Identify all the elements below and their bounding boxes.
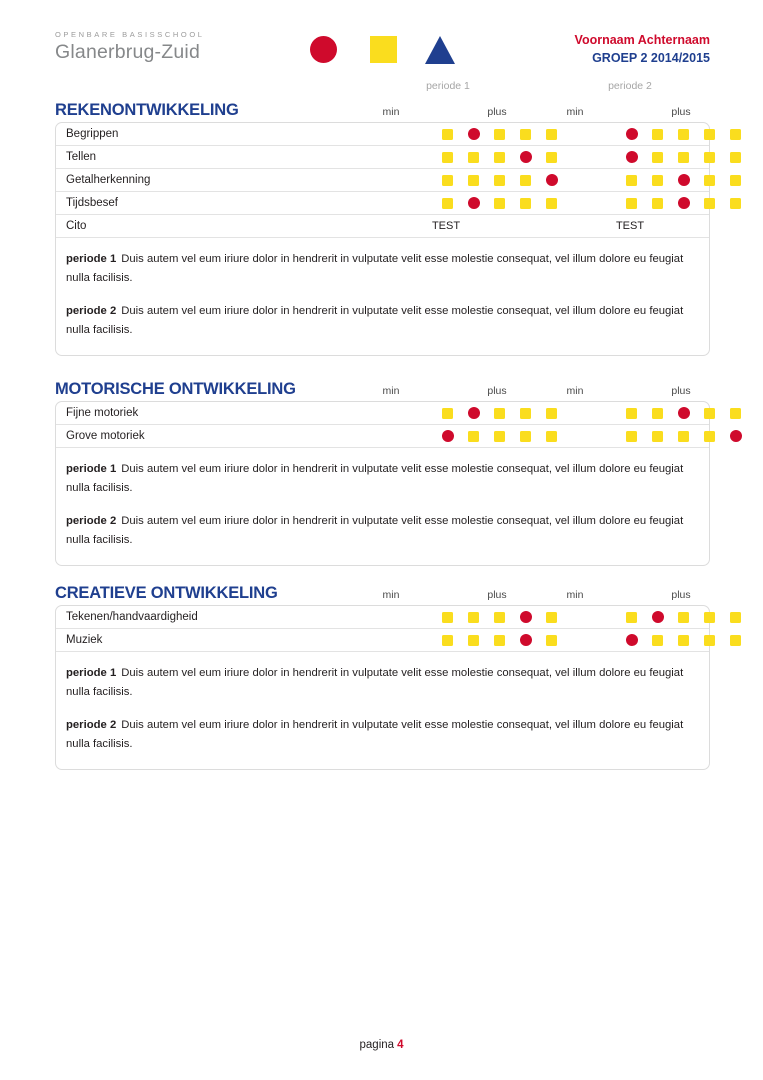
score-marker[interactable] [704, 612, 715, 623]
scale-min-period2: min [566, 385, 584, 397]
legend [305, 32, 475, 68]
score-marker[interactable] [730, 152, 741, 163]
table-row[interactable] [56, 425, 709, 448]
score-marker[interactable] [678, 129, 689, 140]
score-marker-selected[interactable] [678, 197, 690, 209]
school-logo-kicker: OPENBARE BASISSCHOOL [55, 30, 205, 39]
score-marker[interactable] [652, 129, 663, 140]
score-marker-selected[interactable] [678, 407, 690, 419]
scale-min-period1: min [382, 589, 400, 601]
score-marker[interactable] [494, 198, 505, 209]
note-text: Duis autem vel eum iriure dolor in hendrerit in vulputate velit esse molestie consequat, vel illum dolore eu feugiat nulla facilisis. [66, 514, 684, 547]
student-group-year: GROEP 2 2014/2015 [592, 50, 710, 65]
score-marker-selected[interactable] [468, 407, 480, 419]
scale-plus-period2: plus [671, 589, 691, 601]
score-marker-selected[interactable] [626, 128, 638, 140]
score-marker[interactable] [546, 635, 557, 646]
score-marker[interactable] [468, 175, 479, 186]
school-logo [55, 30, 315, 64]
score-marker-selected[interactable] [520, 151, 532, 163]
scale-plus-period1: plus [487, 589, 507, 601]
score-marker-selected[interactable] [652, 611, 664, 623]
page-footer [0, 1039, 763, 1051]
row-label: Getalherkenning [66, 174, 151, 186]
score-marker[interactable] [494, 635, 505, 646]
score-marker[interactable] [442, 612, 453, 623]
score-marker[interactable] [494, 612, 505, 623]
score-marker[interactable] [494, 129, 505, 140]
score-marker[interactable] [626, 408, 637, 419]
score-marker[interactable] [468, 152, 479, 163]
page-header [0, 0, 763, 82]
score-marker-selected[interactable] [546, 174, 558, 186]
section-card [55, 605, 710, 770]
section-title: MOTORISCHE ONTWIKKELING [55, 380, 296, 398]
note-text: Duis autem vel eum iriure dolor in hendrerit in vulputate velit esse molestie consequat, vel illum dolore eu feugiat nulla facilisis. [66, 463, 684, 495]
test-label-period1: TEST [431, 220, 461, 232]
score-marker[interactable] [520, 408, 531, 419]
note-paragraph [66, 250, 691, 289]
note-period-label: periode 2 [66, 514, 117, 527]
score-marker[interactable] [546, 129, 557, 140]
row-label: Cito [66, 220, 87, 232]
score-marker[interactable] [442, 198, 453, 209]
note-text: Duis autem vel eum iriure dolor in hendrerit in vulputate velit esse molestie consequat, vel illum dolore eu feugiat nulla facilisis. [66, 718, 684, 751]
section-header [0, 565, 763, 605]
score-marker[interactable] [494, 431, 505, 442]
row-label: Tellen [66, 151, 97, 163]
table-row[interactable] [56, 123, 709, 146]
score-marker[interactable] [520, 198, 531, 209]
row-label: Tijdsbesef [66, 197, 118, 209]
note-text: Duis autem vel eum iriure dolor in hendrerit in vulputate velit esse molestie consequat, vel illum dolore eu feugiat nulla facilisis. [66, 667, 684, 699]
scale-plus-period1: plus [487, 385, 507, 397]
note-text: Duis autem vel eum iriure dolor in hendrerit in vulputate velit esse molestie consequat, vel illum dolore eu feugiat nulla facilisis. [66, 253, 684, 285]
score-marker[interactable] [468, 431, 479, 442]
note-period-label: periode 1 [66, 667, 117, 679]
score-marker-selected[interactable] [678, 174, 690, 186]
score-marker[interactable] [546, 612, 557, 623]
table-row[interactable] [56, 192, 709, 215]
note-paragraph [66, 512, 691, 551]
section-1 [0, 82, 763, 356]
scale-min-period1: min [382, 385, 400, 397]
student-info [575, 32, 710, 67]
score-marker[interactable] [626, 612, 637, 623]
score-marker-selected[interactable] [468, 197, 480, 209]
note-paragraph [66, 664, 691, 703]
table-row[interactable] [56, 169, 709, 192]
scale-plus-period2: plus [671, 106, 691, 118]
score-marker[interactable] [730, 198, 741, 209]
table-row[interactable] [56, 606, 709, 629]
score-marker[interactable] [652, 175, 663, 186]
score-marker[interactable] [442, 129, 453, 140]
score-marker[interactable] [652, 408, 663, 419]
score-marker-selected[interactable] [442, 430, 454, 442]
score-marker[interactable] [730, 408, 741, 419]
section-2 [0, 361, 763, 566]
section-title: REKENONTWIKKELING [55, 101, 239, 119]
score-marker[interactable] [704, 431, 715, 442]
note-period-label: periode 1 [66, 463, 117, 475]
score-marker[interactable] [652, 198, 663, 209]
section-card [55, 122, 710, 356]
score-marker-selected[interactable] [730, 430, 742, 442]
note-text: Duis autem vel eum iriure dolor in hendrerit in vulputate velit esse molestie consequat, vel illum dolore eu feugiat nulla facilisis. [66, 304, 684, 337]
score-marker[interactable] [704, 408, 715, 419]
period-2-label: periode 2 [608, 80, 652, 92]
row-label: Fijne motoriek [66, 407, 139, 419]
score-marker[interactable] [704, 198, 715, 209]
footer-page-number: 4 [397, 1039, 404, 1051]
note-period-label: periode 1 [66, 253, 117, 265]
scale-plus-period1: plus [487, 106, 507, 118]
school-logo-name: Glanerbrug-Zuid [55, 41, 200, 63]
score-marker[interactable] [494, 408, 505, 419]
score-marker[interactable] [730, 175, 741, 186]
score-marker[interactable] [704, 175, 715, 186]
note-paragraph [66, 460, 691, 499]
section-notes [56, 238, 709, 355]
score-marker-selected[interactable] [626, 634, 638, 646]
scale-min-period1: min [382, 106, 400, 118]
score-marker[interactable] [730, 612, 741, 623]
test-label-period2: TEST [615, 220, 645, 232]
row-label: Muziek [66, 634, 103, 646]
score-marker[interactable] [730, 129, 741, 140]
row-label: Tekenen/handvaardigheid [66, 611, 198, 623]
score-marker[interactable] [652, 152, 663, 163]
scale-min-period2: min [566, 589, 584, 601]
score-marker[interactable] [520, 431, 531, 442]
score-marker[interactable] [704, 129, 715, 140]
score-marker[interactable] [468, 612, 479, 623]
note-period-label: periode 2 [66, 304, 117, 317]
score-marker-selected[interactable] [626, 151, 638, 163]
section-header [0, 82, 763, 122]
score-marker[interactable] [494, 175, 505, 186]
score-marker[interactable] [678, 612, 689, 623]
score-marker[interactable] [546, 152, 557, 163]
note-paragraph [66, 716, 691, 755]
row-label: Grove motoriek [66, 430, 145, 442]
section-title: CREATIEVE ONTWIKKELING [55, 584, 278, 602]
score-marker[interactable] [546, 408, 557, 419]
score-marker[interactable] [704, 152, 715, 163]
red-circle-icon [310, 36, 337, 63]
blue-triangle-icon [425, 36, 455, 64]
score-marker-selected[interactable] [520, 634, 532, 646]
score-marker[interactable] [626, 175, 637, 186]
score-marker[interactable] [546, 431, 557, 442]
table-row[interactable] [56, 146, 709, 169]
section-header [0, 361, 763, 401]
score-marker[interactable] [442, 408, 453, 419]
score-marker[interactable] [442, 635, 453, 646]
section-notes [56, 448, 709, 565]
section-card [55, 401, 710, 566]
student-name: Voornaam Achternaam [574, 33, 710, 47]
period-1-label: periode 1 [426, 80, 470, 92]
row-label: Begrippen [66, 128, 119, 140]
score-marker-selected[interactable] [520, 611, 532, 623]
table-row[interactable] [56, 402, 709, 425]
score-marker[interactable] [494, 152, 505, 163]
yellow-square-icon [370, 36, 397, 63]
score-marker[interactable] [626, 198, 637, 209]
score-marker[interactable] [442, 175, 453, 186]
score-marker[interactable] [730, 635, 741, 646]
note-paragraph [66, 302, 691, 341]
score-marker[interactable] [520, 129, 531, 140]
scale-plus-period2: plus [671, 385, 691, 397]
score-marker[interactable] [652, 431, 663, 442]
score-marker[interactable] [652, 635, 663, 646]
note-period-label: periode 2 [66, 718, 117, 731]
section-3 [0, 565, 763, 770]
score-marker[interactable] [704, 635, 715, 646]
table-row[interactable] [56, 629, 709, 652]
score-marker-selected[interactable] [468, 128, 480, 140]
score-marker[interactable] [442, 152, 453, 163]
score-marker[interactable] [678, 152, 689, 163]
section-notes [56, 652, 709, 769]
score-marker[interactable] [678, 431, 689, 442]
score-marker[interactable] [626, 431, 637, 442]
scale-min-period2: min [566, 106, 584, 118]
score-marker[interactable] [520, 175, 531, 186]
score-marker[interactable] [468, 635, 479, 646]
score-marker[interactable] [546, 198, 557, 209]
footer-prefix: pagina [359, 1039, 395, 1051]
table-row-test[interactable] [56, 215, 709, 238]
score-marker[interactable] [678, 635, 689, 646]
